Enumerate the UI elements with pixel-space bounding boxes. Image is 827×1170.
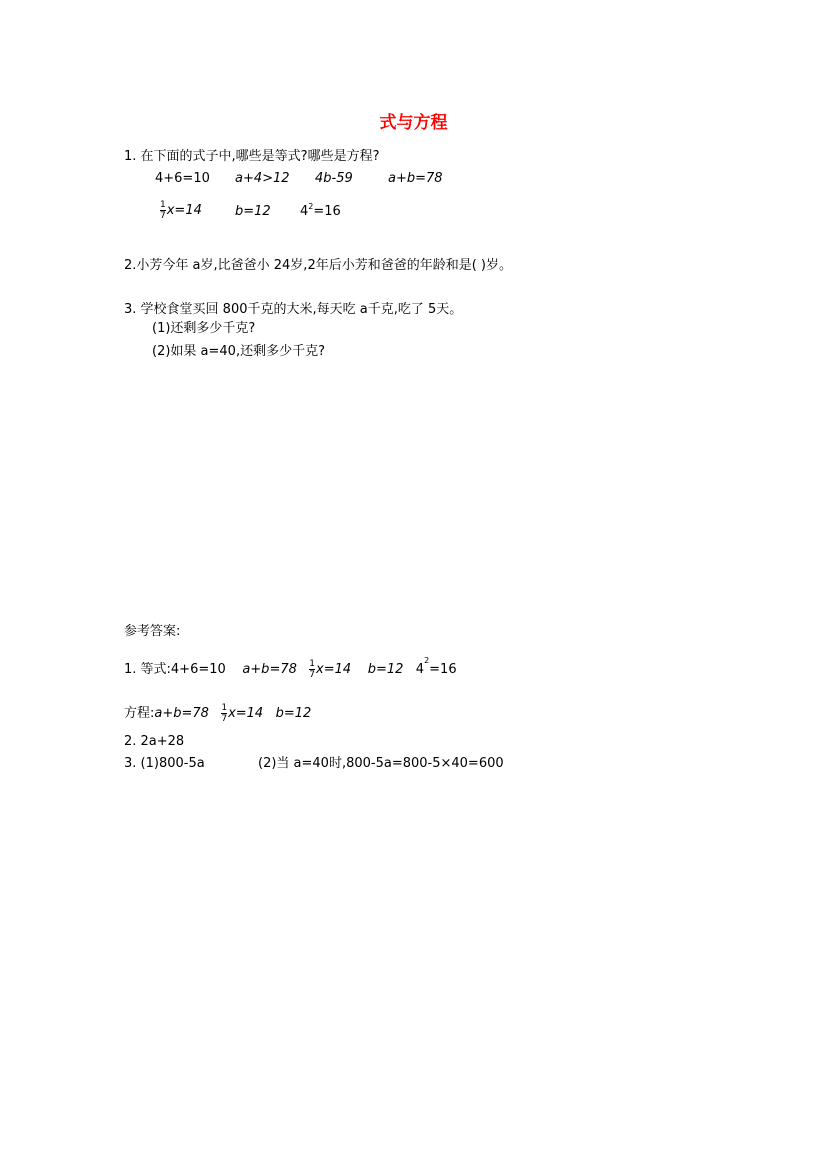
fraction: $\frac{1}{7}$ xyxy=(309,659,316,680)
answer-2: 2. 2a+28 xyxy=(124,734,185,749)
answer-1-line: 1. 等式:4+6=10 a+b=78 $\frac{1}{7}$ x=14 b=12 $4^2=16$ xyxy=(124,656,457,680)
q1-expr-2: a+4>12 xyxy=(235,171,290,186)
question-3-sub-2: (2)如果 a=40,还剩多少千克? xyxy=(152,344,325,359)
page-title: 式与方程 xyxy=(379,113,448,133)
answer-3-part-1: 3. (1)800-5a xyxy=(124,756,205,771)
question-3-text: 3. 学校食堂买回 800千克的大米,每天吃 a千克,吃了 5天。 xyxy=(124,302,463,317)
q1-expr-4: a+b=78 xyxy=(388,171,443,186)
answer-equation-line: 方程:a+b=78 $\frac{1}{7}$ x=14 b=12 xyxy=(124,703,312,724)
q1-expr-7: $4^2=16$ xyxy=(300,202,341,219)
question-1-text: 1. 在下面的式子中,哪些是等式?哪些是方程? xyxy=(124,149,380,164)
q1-expr-6: b=12 xyxy=(235,204,271,219)
fraction: $\frac{1}{7}$ xyxy=(221,703,228,724)
q1-expr-3: 4b-59 xyxy=(315,171,353,186)
question-3-sub-1: (1)还剩多少千克? xyxy=(152,321,256,336)
answers-heading: 参考答案: xyxy=(124,624,181,639)
fraction: $\frac{1}{7}$ xyxy=(160,200,166,221)
answer-3-part-2: (2)当 a=40时,800-5a=800-5×40=600 xyxy=(258,756,504,771)
question-2-text: 2.小芳今年 a岁,比爸爸小 24岁,2年后小芳和爸爸的年龄和是( )岁。 xyxy=(124,258,512,273)
q1-expr-5: $\frac{1}{7}$ x=14 xyxy=(160,200,202,221)
q1-expr-1: 4+6=10 xyxy=(155,171,210,186)
